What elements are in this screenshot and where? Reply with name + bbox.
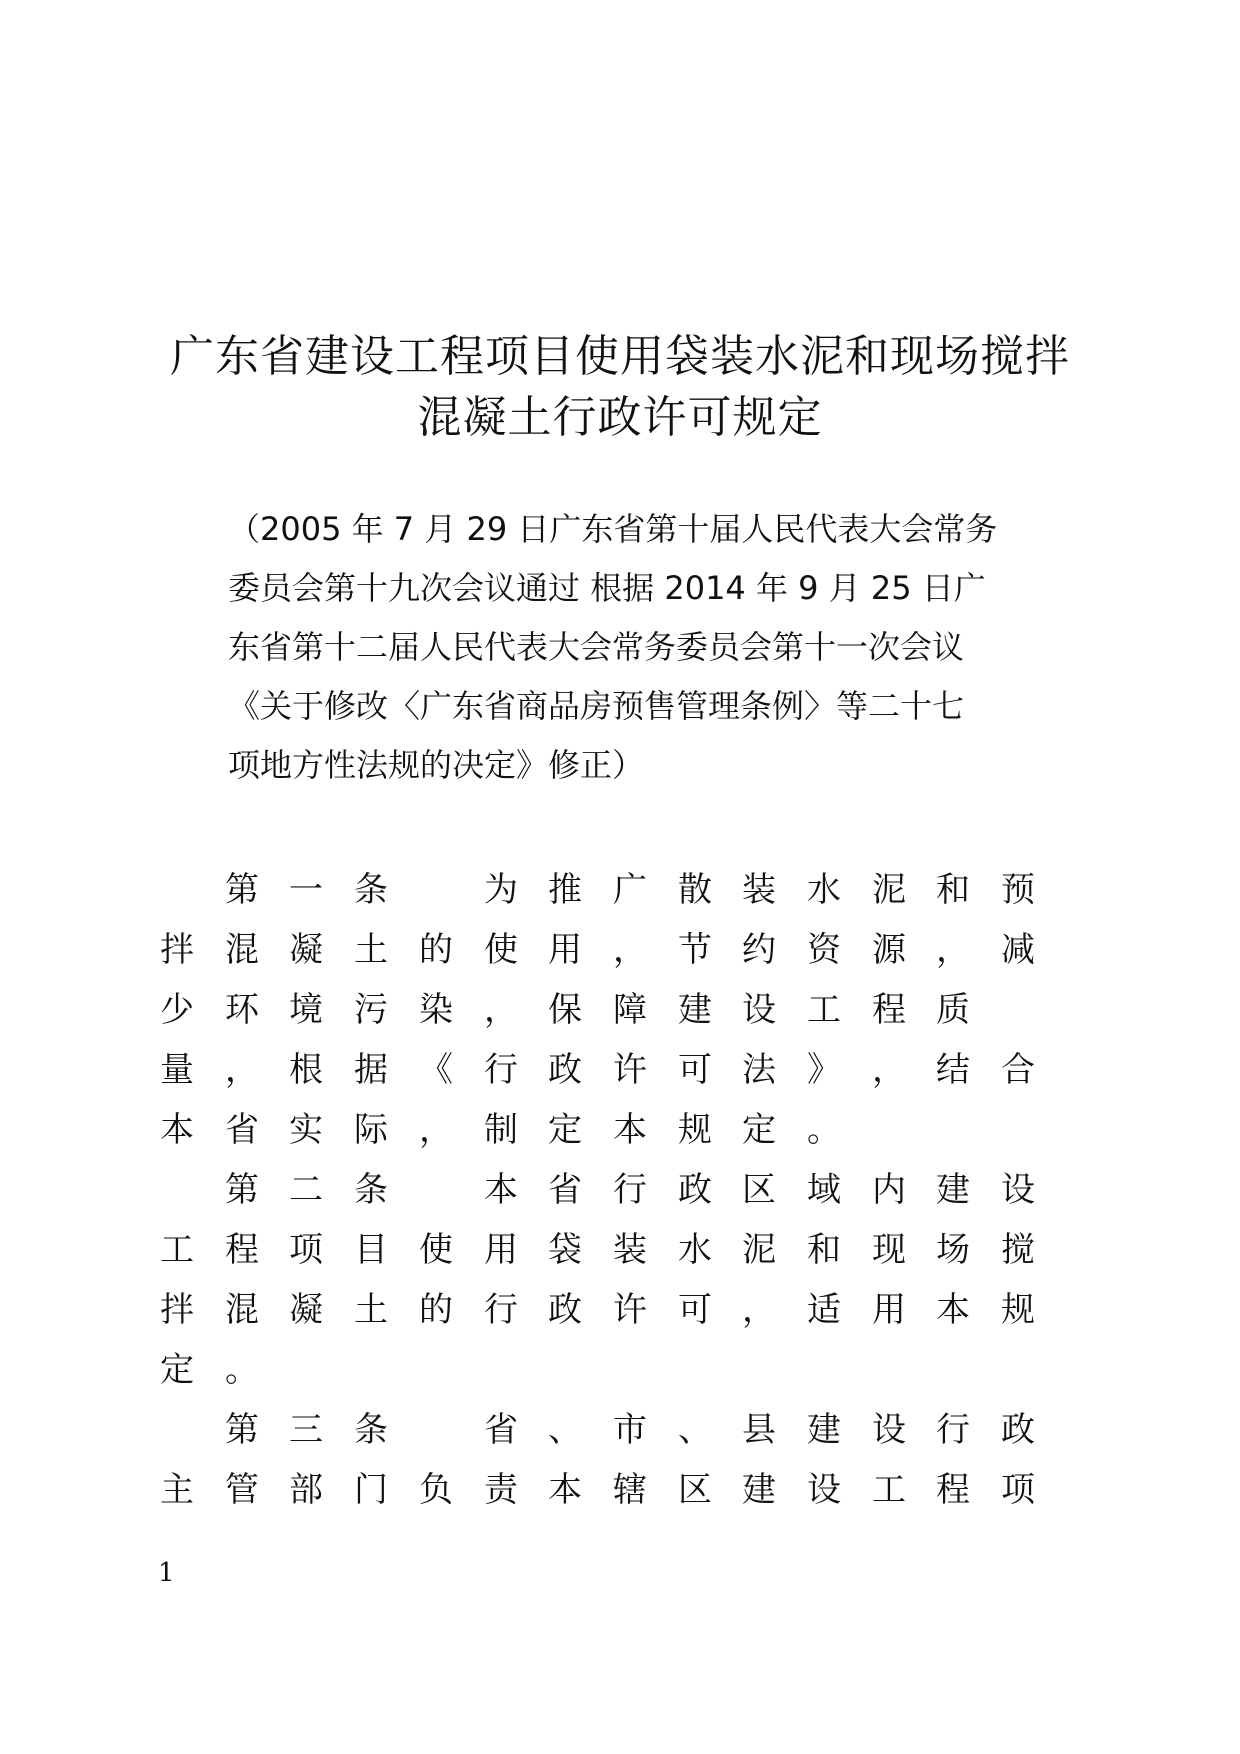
body-character: 泥 <box>742 1230 776 1270</box>
body-character: 搅 <box>1001 1230 1035 1270</box>
body-character: 障 <box>613 990 647 1030</box>
body-character: 条 <box>354 870 388 910</box>
body-character: 散 <box>678 870 712 910</box>
body-character: 本 <box>613 1110 647 1150</box>
body-character: 水 <box>678 1230 712 1270</box>
note-line: 项地方性法规的决定》修正） <box>228 746 645 784</box>
note-line: 委员会第十九次会议通过 根据 2014 年 9 月 25 日广 <box>228 569 986 607</box>
body-character: 一 <box>289 870 323 910</box>
body-character: 第 <box>225 1410 259 1450</box>
body-character: 程 <box>936 1470 970 1510</box>
body-character: 本 <box>548 1470 582 1510</box>
body-character: ， <box>484 990 518 1030</box>
body-character: 现 <box>872 1230 906 1270</box>
body-character: 境 <box>289 990 323 1030</box>
body-character: 装 <box>613 1230 647 1270</box>
body-character: 装 <box>742 870 776 910</box>
body-character: 程 <box>872 990 906 1030</box>
body-character: 域 <box>807 1170 841 1210</box>
body-character: 定 <box>160 1350 194 1390</box>
body-character: 使 <box>484 930 518 970</box>
body-character: 。 <box>225 1350 259 1390</box>
body-character: 适 <box>807 1290 841 1330</box>
body-character: ， <box>419 1110 453 1150</box>
body-character: 规 <box>678 1110 712 1150</box>
body-line <box>0 1345 1240 1395</box>
body-character: 工 <box>160 1230 194 1270</box>
body-character: 区 <box>742 1170 776 1210</box>
body-character: 工 <box>872 1470 906 1510</box>
body-character: 凝 <box>289 1290 323 1330</box>
body-character: 规 <box>1001 1290 1035 1330</box>
body-character: 设 <box>872 1410 906 1450</box>
body-character: 二 <box>289 1170 323 1210</box>
body-character: 行 <box>484 1290 518 1330</box>
body-character: 项 <box>1001 1470 1035 1510</box>
body-character: 用 <box>872 1290 906 1330</box>
page-number: 1 <box>158 1558 175 1588</box>
body-line <box>0 1465 1240 1515</box>
body-character: 建 <box>678 990 712 1030</box>
body-character: 广 <box>613 870 647 910</box>
body-character: 可 <box>678 1050 712 1090</box>
body-character: 工 <box>807 990 841 1030</box>
body-character: 土 <box>354 930 388 970</box>
body-character: 袋 <box>548 1230 582 1270</box>
body-character: 三 <box>289 1410 323 1450</box>
body-line <box>0 1405 1240 1455</box>
body-character: 政 <box>678 1170 712 1210</box>
body-character: 制 <box>484 1110 518 1150</box>
body-character: 使 <box>419 1230 453 1270</box>
body-character: 场 <box>936 1230 970 1270</box>
body-character: 结 <box>936 1050 970 1090</box>
body-line <box>0 1045 1240 1095</box>
body-character: 目 <box>354 1230 388 1270</box>
body-character: 政 <box>548 1050 582 1090</box>
note-line: 《关于修改〈广东省商品房预售管理条例〉等二十七 <box>228 687 965 725</box>
body-character: 建 <box>742 1470 776 1510</box>
body-character: 用 <box>484 1230 518 1270</box>
body-character: 条 <box>354 1170 388 1210</box>
body-line <box>0 865 1240 915</box>
body-character: 约 <box>742 930 776 970</box>
body-character: ， <box>613 930 647 970</box>
body-character: 混 <box>225 1290 259 1330</box>
body-character: 第 <box>225 1170 259 1210</box>
body-character: 程 <box>225 1230 259 1270</box>
document-title-line-2: 混凝土行政许可规定 <box>417 392 823 443</box>
body-character: 、 <box>678 1410 712 1450</box>
body-line <box>0 1105 1240 1155</box>
body-line <box>0 1165 1240 1215</box>
body-character: 项 <box>289 1230 323 1270</box>
body-character: 主 <box>160 1470 194 1510</box>
body-character: 环 <box>225 990 259 1030</box>
body-character: 省 <box>548 1170 582 1210</box>
body-character: 本 <box>936 1290 970 1330</box>
body-character: 土 <box>354 1290 388 1330</box>
body-character: ， <box>225 1050 259 1090</box>
body-character: 门 <box>354 1470 388 1510</box>
body-character: ， <box>936 930 970 970</box>
body-character: 泥 <box>872 870 906 910</box>
body-character: 凝 <box>289 930 323 970</box>
body-character: 际 <box>354 1110 388 1150</box>
body-line <box>0 985 1240 1035</box>
body-character: 责 <box>484 1470 518 1510</box>
body-character: 《 <box>419 1050 453 1090</box>
body-character: 省 <box>225 1110 259 1150</box>
body-line <box>0 925 1240 975</box>
note-line: （2005 年 7 月 29 日广东省第十届人民代表大会常务 <box>228 510 998 548</box>
body-character: 。 <box>807 1110 841 1150</box>
body-character: 内 <box>872 1170 906 1210</box>
body-character: 实 <box>289 1110 323 1150</box>
body-character: 和 <box>936 870 970 910</box>
body-character: 为 <box>484 870 518 910</box>
body-line <box>0 1285 1240 1335</box>
body-character: 节 <box>678 930 712 970</box>
body-character: 拌 <box>160 1290 194 1330</box>
body-character: 市 <box>613 1410 647 1450</box>
body-character: 本 <box>484 1170 518 1210</box>
body-character: 建 <box>936 1170 970 1210</box>
body-character: 许 <box>613 1050 647 1090</box>
body-character: 第 <box>225 870 259 910</box>
body-character: 源 <box>872 930 906 970</box>
body-character: 据 <box>354 1050 388 1090</box>
body-character: 混 <box>225 930 259 970</box>
body-character: 水 <box>807 870 841 910</box>
body-character: 行 <box>936 1410 970 1450</box>
body-character: 资 <box>807 930 841 970</box>
body-character: 质 <box>936 990 970 1030</box>
body-character: 、 <box>548 1410 582 1450</box>
body-character: 法 <box>742 1050 776 1090</box>
body-character: 定 <box>548 1110 582 1150</box>
body-character: 设 <box>742 990 776 1030</box>
body-character: 辖 <box>613 1470 647 1510</box>
body-character: 负 <box>419 1470 453 1510</box>
body-character: 设 <box>1001 1170 1035 1210</box>
body-character: 可 <box>678 1290 712 1330</box>
body-character: 本 <box>160 1110 194 1150</box>
body-character: 定 <box>742 1110 776 1150</box>
body-character: 染 <box>419 990 453 1030</box>
body-character: 县 <box>742 1410 776 1450</box>
body-character: 管 <box>225 1470 259 1510</box>
body-line <box>0 1225 1240 1275</box>
body-character: 条 <box>354 1410 388 1450</box>
body-character: 保 <box>548 990 582 1030</box>
body-character: 合 <box>1001 1050 1035 1090</box>
body-character: 和 <box>807 1230 841 1270</box>
body-character: 少 <box>160 990 194 1030</box>
body-character: 的 <box>419 1290 453 1330</box>
body-character: 》 <box>807 1050 841 1090</box>
body-character: 预 <box>1001 870 1035 910</box>
body-character: 许 <box>613 1290 647 1330</box>
body-character: 设 <box>807 1470 841 1510</box>
body-character: 区 <box>678 1470 712 1510</box>
body-character: 建 <box>807 1410 841 1450</box>
body-character: ， <box>872 1050 906 1090</box>
document-title-line-1: 广东省建设工程项目使用袋装水泥和现场搅拌 <box>170 331 1070 382</box>
body-character: 的 <box>419 930 453 970</box>
body-character: 行 <box>484 1050 518 1090</box>
body-character: 减 <box>1001 930 1035 970</box>
body-character: 行 <box>613 1170 647 1210</box>
body-character: 政 <box>1001 1410 1035 1450</box>
body-character: 污 <box>354 990 388 1030</box>
body-character: 政 <box>548 1290 582 1330</box>
body-character: 用 <box>548 930 582 970</box>
note-line: 东省第十二届人民代表大会常务委员会第十一次会议 <box>228 628 965 666</box>
body-character: 根 <box>289 1050 323 1090</box>
body-character: ， <box>742 1290 776 1330</box>
body-character: 部 <box>289 1470 323 1510</box>
body-character: 拌 <box>160 930 194 970</box>
body-character: 省 <box>484 1410 518 1450</box>
body-character: 量 <box>160 1050 194 1090</box>
body-character: 推 <box>548 870 582 910</box>
